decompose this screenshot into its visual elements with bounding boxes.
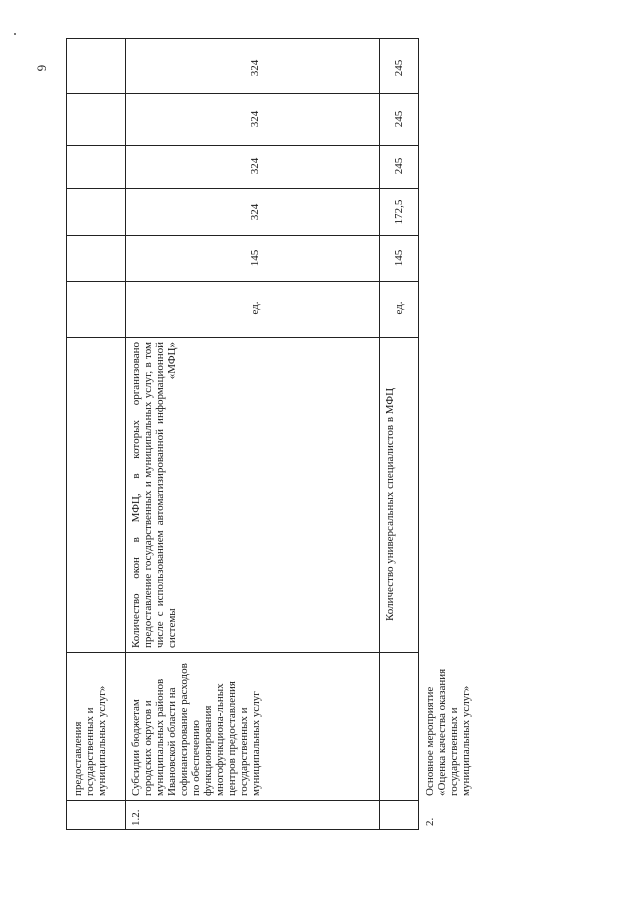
continuation-measure-text: предоставления государственных и муниципальных услуг» [72,685,108,796]
indicator-1-value-4: 324 [249,110,261,128]
table-line-indicator-col [66,337,418,338]
table-border-top [66,38,418,39]
table-border-right [418,38,419,830]
row-1-2-measure-text: Субсидии бюджетам городских округов и муниципальных районов Ивановской области на софинансирование расходов по обеспечению функционирования многофункциона-льных центров предоставления государственных и муниципальных услуг [130,663,262,796]
indicator-1-value-5: 324 [249,59,261,77]
indicator-2-name: Количество универсальных специалистов в МФЦ [384,387,396,621]
table-line-row-1-2 [379,38,380,830]
table-line-number-col [66,800,418,801]
table-border-left [66,38,67,830]
row-number-1-2: 1.2. [130,809,142,826]
table-line-value-col-1 [66,235,418,236]
indicator-1-unit: ед. [249,301,261,315]
table-line-value-col-3 [66,145,418,146]
indicator-2-value-5: 245 [393,59,405,77]
indicator-2-value-2: 172,5 [393,199,405,225]
table-line-value-col-2 [66,188,418,189]
page-number: 6 [34,64,50,72]
indicator-2-unit: ед. [393,301,405,315]
indicator-2-value-3: 245 [393,157,405,175]
row-number-2: 2. [424,817,436,826]
table-line-value-col-4 [66,93,418,94]
indicator-1-value-3: 324 [249,157,261,175]
indicator-1-value-1: 145 [249,249,261,267]
table-line-row-1 [125,38,126,830]
indicator-2-value-4: 245 [393,110,405,128]
indicator-2-value-1: 145 [393,249,405,267]
indicator-1-value-2: 324 [249,203,261,221]
table-line-measure-col [66,652,418,653]
table-border-bottom [66,829,418,830]
row-2-measure-text: Основное мероприятие «Оценка качества оказания государственных и муниципальных услуг» [424,668,472,796]
indicator-1-name: Количество окон в МФЦ, в которых организовано предоставление государственных и муниципальных услуг, в том числе с использованием автоматизированной информационной системы «МФЦ» [130,342,178,648]
table-line-unit-col [66,281,418,282]
